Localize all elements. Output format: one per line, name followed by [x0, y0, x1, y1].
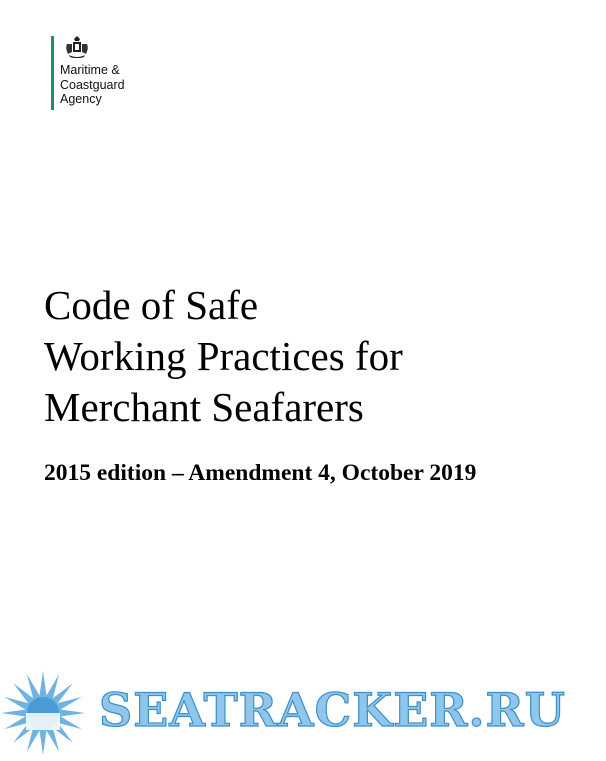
watermark-text: SEATRACKER.RU — [99, 683, 566, 737]
organisation-name — [60, 63, 125, 107]
royal-coat-of-arms-icon — [64, 36, 90, 58]
org-line-2: Coastguard — [60, 77, 125, 92]
title-line-1: Code of Safe — [44, 282, 259, 328]
mca-logo — [51, 36, 125, 110]
edition-subtitle: 2015 edition – Amendment 4, October 2019 — [44, 460, 477, 486]
title-line-2: Working Practices for — [44, 333, 403, 379]
title-line-3: Merchant Seafarers — [44, 384, 364, 430]
logo-divider — [51, 36, 54, 110]
org-line-3: Agency — [60, 92, 102, 106]
document-title — [44, 280, 403, 433]
org-line-1: Maritime & — [60, 63, 120, 77]
